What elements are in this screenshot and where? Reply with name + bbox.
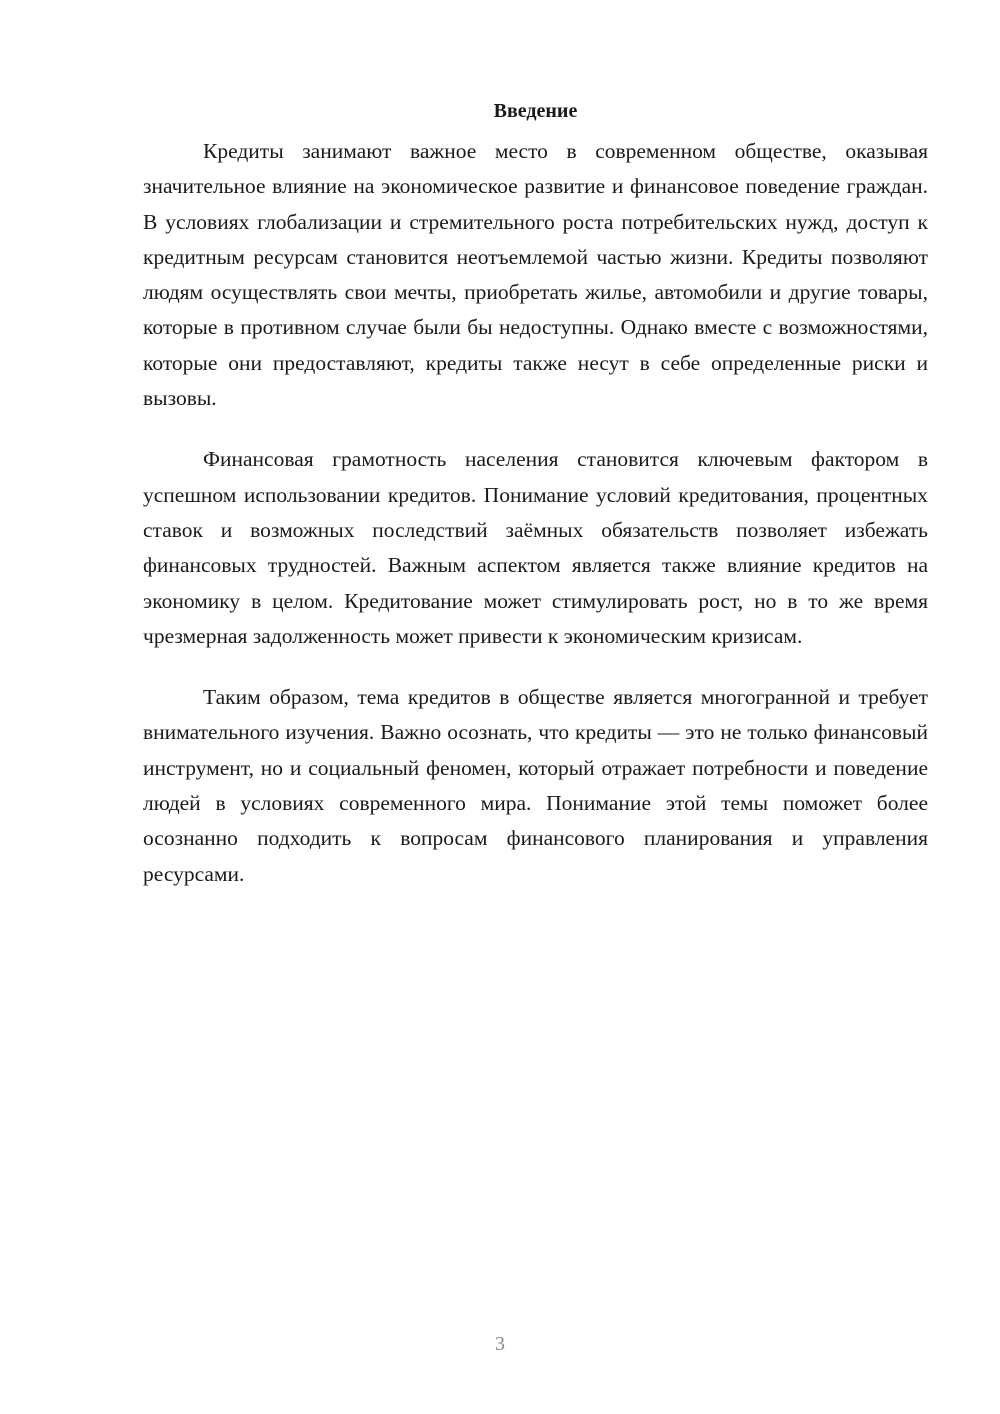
page-content <box>143 96 928 918</box>
section-heading: Введение <box>493 100 578 122</box>
paragraph-3: Таким образом, тема кредитов в обществе является многогранной и требует внимательного изучения. Важно осознать, что кредиты — это не только финансовый инструмент, но и социальный феномен, который отражает потребности и поведение людей в условиях современного мира. Понимание этой темы поможет более осознанно подходить к вопросам финансового планирования и управления ресурсами. <box>143 685 928 886</box>
paragraph-2: Финансовая грамотность населения становится ключевым фактором в успешном использовании кредитов. Понимание условий кредитования, процентных ставок и возможных последствий заёмных обязательств позволяет избежать финансовых трудностей. Важным аспектом является также влияние кредитов на экономику в целом. Кредитование может стимулировать рост, но в то же время чрезмерная задолженность может привести к экономическим кризисам. <box>143 447 928 648</box>
page-number: 3 <box>495 1333 505 1355</box>
paragraph-1: Кредиты занимают важное место в современном обществе, оказывая значительное влияние на экономическое развитие и финансовое поведение граждан. В условиях глобализации и стремительного роста потребительских нужд, доступ к кредитным ресурсам становится неотъемлемой частью жизни. Кредиты позволяют людям осуществлять свои мечты, приобретать жилье, автомобили и другие товары, которые в противном случае были бы недоступны. Однако вместе с возможностями, которые они предоставляют, кредиты также несут в себе определенные риски и вызовы. <box>143 139 928 411</box>
